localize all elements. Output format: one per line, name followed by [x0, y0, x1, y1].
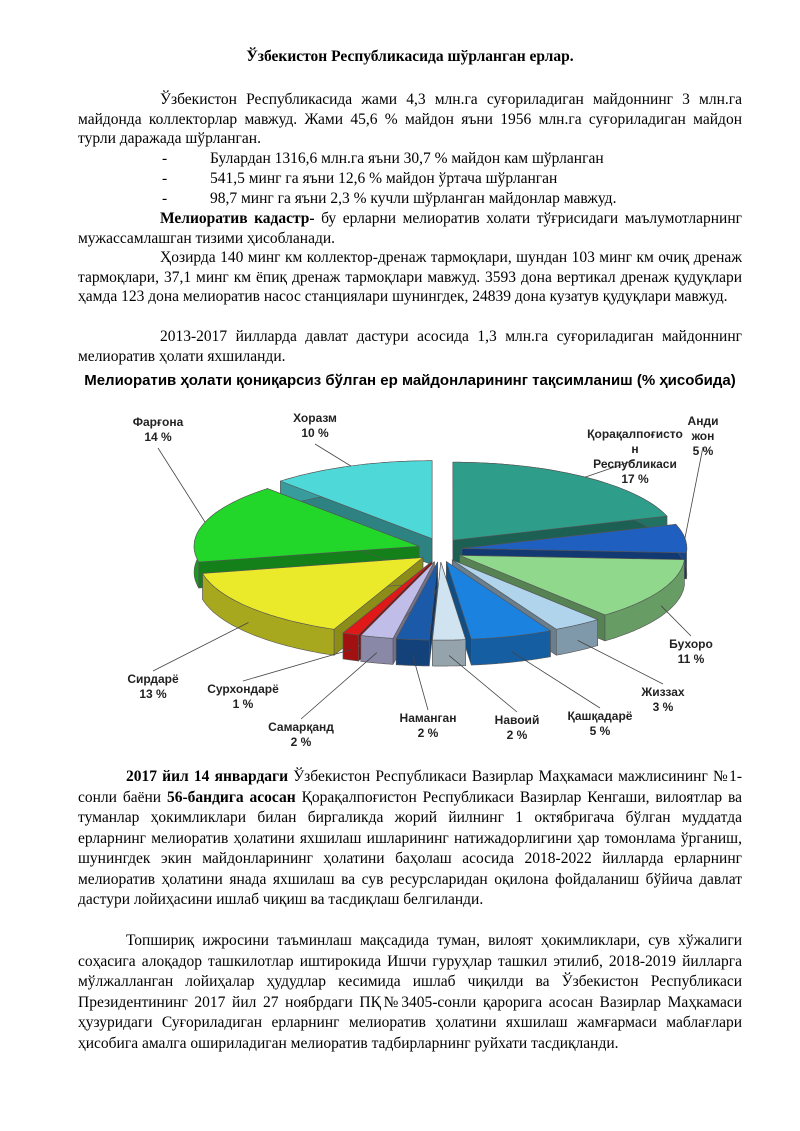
svg-text:Қашқадарё: Қашқадарё [567, 709, 633, 723]
svg-text:Сирдарё: Сирдарё [127, 672, 179, 686]
list-item-text: 98,7 минг га яъни 2,3 % кучли шўрланган майдонлар мавжуд. [210, 190, 617, 207]
pie-slice-label [661, 606, 713, 666]
paragraph-execution: Топшириқ ижросини таъминлаш мақсадида туман, вилоят ҳокимликлари, сув хўжалиги соҳасига алоқадор ташкилотлар иштирокида Ишчи гуруҳлар ташкил этилиб, 2018-2019 йилларга мўлжалланган лойиҳалар ҳудудлар кесимида ишлаб чиқилди ва Ўзбекистон Республикаси Президентининг 2017 йил 27 ноябрдаги ПҚ№3405-сонли қарорига асосан Вазирлар Маҳкамаси ҳузуридаги Суғориладиган ерларнинг мелиоратив ҳолатини яхшилаш жамғармаси маблағлари ҳисобига амалга ошириладиган мелиоратив тадбирларнинг руйхати тасдиқланди. [78, 932, 742, 1052]
svg-text:Республикаси: Республикаси [593, 457, 677, 471]
pie-slice-label [449, 656, 539, 742]
pie-slice-label [293, 411, 351, 466]
svg-text:5 %: 5 % [692, 444, 714, 458]
pie-slice-label [133, 415, 205, 522]
pie-slices [194, 461, 687, 666]
paragraph-program: 2013-2017 йилларда давлат дастури асосида 1,3 млн.га суғориладиган майдоннинг мелиоратив ҳолати яхшиланди. [78, 328, 742, 365]
svg-text:Қорақалпоғисто: Қорақалпоғисто [587, 427, 683, 441]
paragraph-intro: Ўзбекистон Республикасида жами 4,3 млн.га суғориладиган майдоннинг 3 млн.га майдонда коллекторлар мавжуд. Жами 45,6 % майдон яъни 1956 млн.га суғориладиган майдон турли даражада шўрланган. [78, 91, 742, 147]
svg-text:Хоразм: Хоразм [293, 411, 337, 425]
chart-title: Мелиоратив ҳолати қониқарсиз бўлган ер майдонларининг тақсимланиш (% ҳисобида) [84, 372, 736, 389]
pie-slice-label [268, 653, 377, 749]
svg-text:Наманган: Наманган [399, 711, 457, 725]
list-item: - 541,5 минг га яъни 12,6 % майдон ўртача шўрланган [162, 170, 558, 187]
list-item-text: 541,5 минг га яъни 12,6 % майдон ўртача шўрланган [210, 170, 558, 187]
list-item: - 98,7 минг га яъни 2,3 % кучли шўрланган майдонлар мавжуд. [162, 190, 617, 207]
svg-text:жон: жон [691, 429, 715, 443]
decision-clause: 56-бандига асосан [166, 788, 296, 806]
pie-slice-label [207, 650, 351, 711]
svg-text:Анди: Анди [687, 414, 719, 428]
svg-text:Бухоро: Бухоро [669, 637, 713, 651]
svg-text:Фарғона: Фарғона [132, 415, 184, 429]
pie-slice-label [400, 655, 457, 740]
list-item-text: Булардан 1316,6 млн.га яъни 30,7 % майдон кам шўрланган [210, 150, 604, 167]
svg-text:5 %: 5 % [589, 724, 611, 738]
svg-text:2 %: 2 % [417, 726, 439, 740]
svg-text:Жиззах: Жиззах [641, 685, 685, 699]
svg-text:1 %: 1 % [232, 697, 254, 711]
svg-text:17 %: 17 % [621, 472, 649, 486]
svg-text:Самарқанд: Самарқанд [268, 720, 334, 734]
svg-text:Сурхондарё: Сурхондарё [207, 682, 279, 696]
decision-rest: Қорақалпоғистон Республикаси Вазирлар Кенгаши, вилоятлар ва туманлар ҳокимликлари билан биргаликда жорий йилнинг 1 октябригача бўлган муддатда ерларнинг мелиоратив ҳолатини яхшилаш ишларининг натижадорлигини ҳар томонлама ўрганиш, шунингдек экин майдонларининг ҳолатини баҳолаш асосида 2018-2022 йилларда ерларнинг мелиоратив ҳолатини янада яхшилаш ва сув ресурсларидан оқилона фойдаланиш бўйича давлат дастури лойиҳасини ишлаб чиқиш ва тасдиқлаш белгиланди. [78, 788, 742, 908]
svg-text:3 %: 3 % [652, 700, 674, 714]
svg-text:11 %: 11 % [677, 652, 705, 666]
svg-text:14 %: 14 % [144, 430, 172, 444]
svg-text:13 %: 13 % [139, 687, 167, 701]
svg-text:10 %: 10 % [301, 426, 329, 440]
svg-text:2 %: 2 % [290, 735, 312, 749]
paragraph-drainage: Ҳозирда 140 минг км коллектор-дренаж тармоқлари, шундан 103 минг км очиқ дренаж тармоқлари, 37,1 минг км ёпиқ дренаж тармоқлари мавжуд. 3593 дона вертикал дренаж қудуқлари ҳамда 123 дона мелиоратив насос станциялари шунингдек, 24839 дона кузатув қудуқлари мавжуд. [78, 249, 742, 305]
svg-text:Навоий: Навоий [494, 713, 540, 727]
cadastre-term: Мелиоратив кадастр- [160, 210, 315, 227]
svg-text:н: н [631, 442, 639, 456]
decision-date: 2017 йил 14 январдаги [126, 768, 289, 785]
decision-text: Ўзбекистон Республикаси Вазирлар Маҳкамаси мажлисининг №1-сонли баёни [78, 768, 742, 806]
pie-slice-label [578, 640, 685, 714]
pie-slice-label [585, 427, 683, 486]
list-item: - Булардан 1316,6 млн.га яъни 30,7 % майдон кам шўрланган [162, 150, 604, 167]
pie-slice-label [685, 414, 719, 538]
cadastre-definition: бу ерларни мелиоратив холати тўғрисидаги маълумотларнинг мужассамлашган тизими ҳисобланади. [78, 210, 742, 247]
document-title: Ўзбекистон Республикасида шўрланган ерлар. [246, 48, 574, 65]
svg-text:2 %: 2 % [506, 728, 528, 742]
